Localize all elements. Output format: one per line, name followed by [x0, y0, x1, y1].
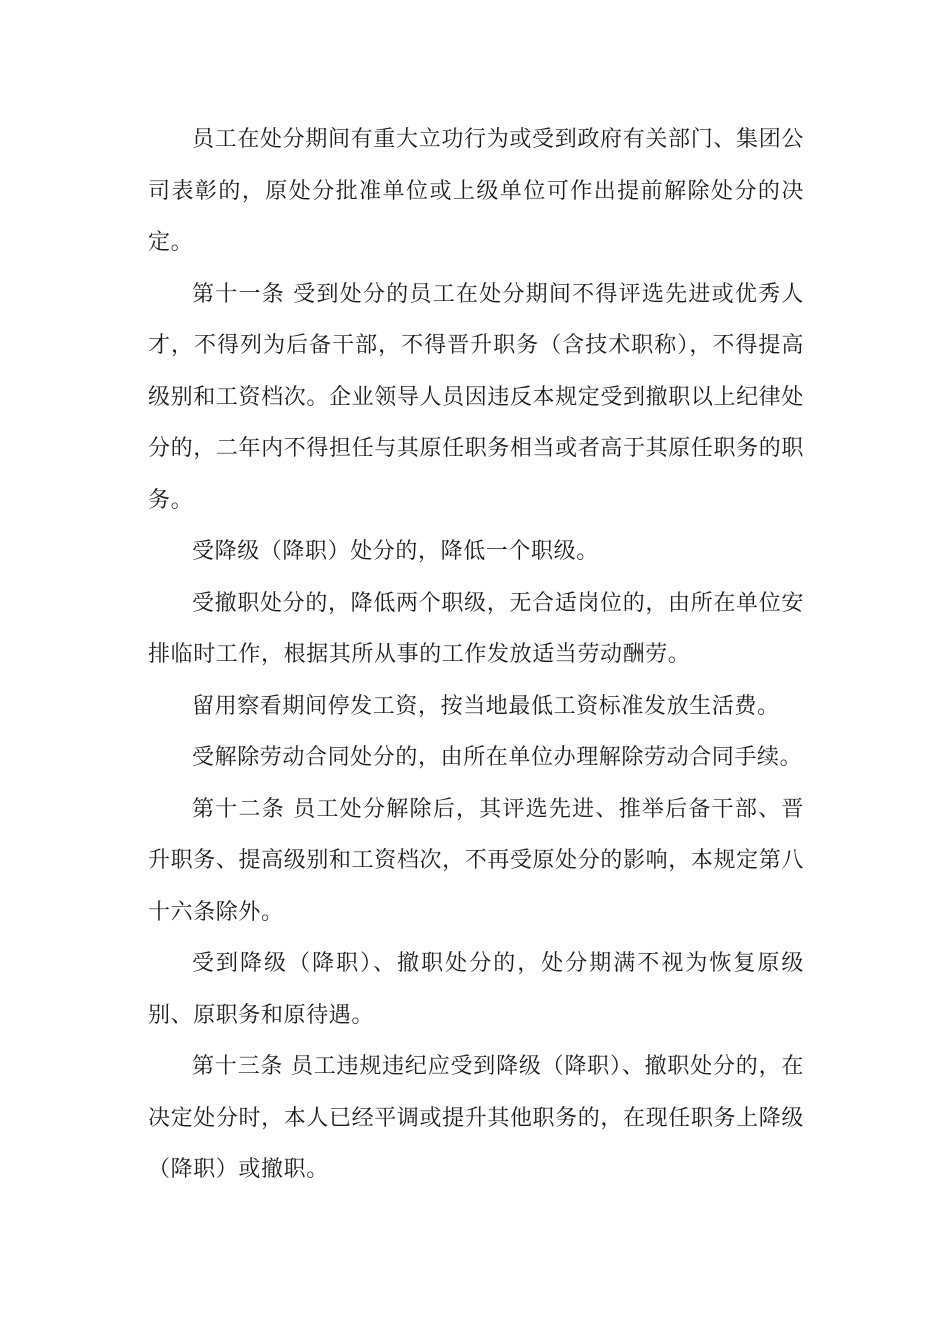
document-body [148, 114, 804, 1196]
paragraph: 受撤职处分的，降低两个职级，无合适岗位的，由所在单位安排临时工作，根据其所从事的工作发放适当劳动酬劳。 [148, 590, 804, 667]
paragraph: 第十三条 员工违规违纪应受到降级（降职）、撤职处分的，在决定处分时，本人已经平调或提升其他职务的，在现任职务上降级（降职）或撤职。 [148, 1054, 804, 1182]
paragraph: 留用察看期间停发工资，按当地最低工资标准发放生活费。 [192, 693, 780, 719]
paragraph: 第十二条 员工处分解除后，其评选先进、推举后备干部、晋升职务、提高级别和工资档次，不再受原处分的影响，本规定第八十六条除外。 [148, 796, 804, 925]
paragraph: 第十一条 受到处分的员工在处分期间不得评选先进或优秀人才，不得列为后备干部，不得晋升职务（含技术职称），不得提高级别和工资档次。企业领导人员因违反本规定受到撤职以上纪律处分的，二年内不得担任与其原任职务相当或者高于其原任职务的职务。 [148, 281, 804, 513]
paragraph: 员工在处分期间有重大立功行为或受到政府有关部门、集团公司表彰的，原处分批准单位或上级单位可作出提前解除处分的决定。 [148, 127, 804, 255]
paragraph: 受降级（降职）处分的，降低一个职级。 [192, 539, 599, 564]
paragraph: 受到降级（降职）、撤职处分的，处分期满不视为恢复原级别、原职务和原待遇。 [148, 951, 804, 1028]
paragraph: 受解除劳动合同处分的，由所在单位办理解除劳动合同手续。 [192, 745, 803, 770]
